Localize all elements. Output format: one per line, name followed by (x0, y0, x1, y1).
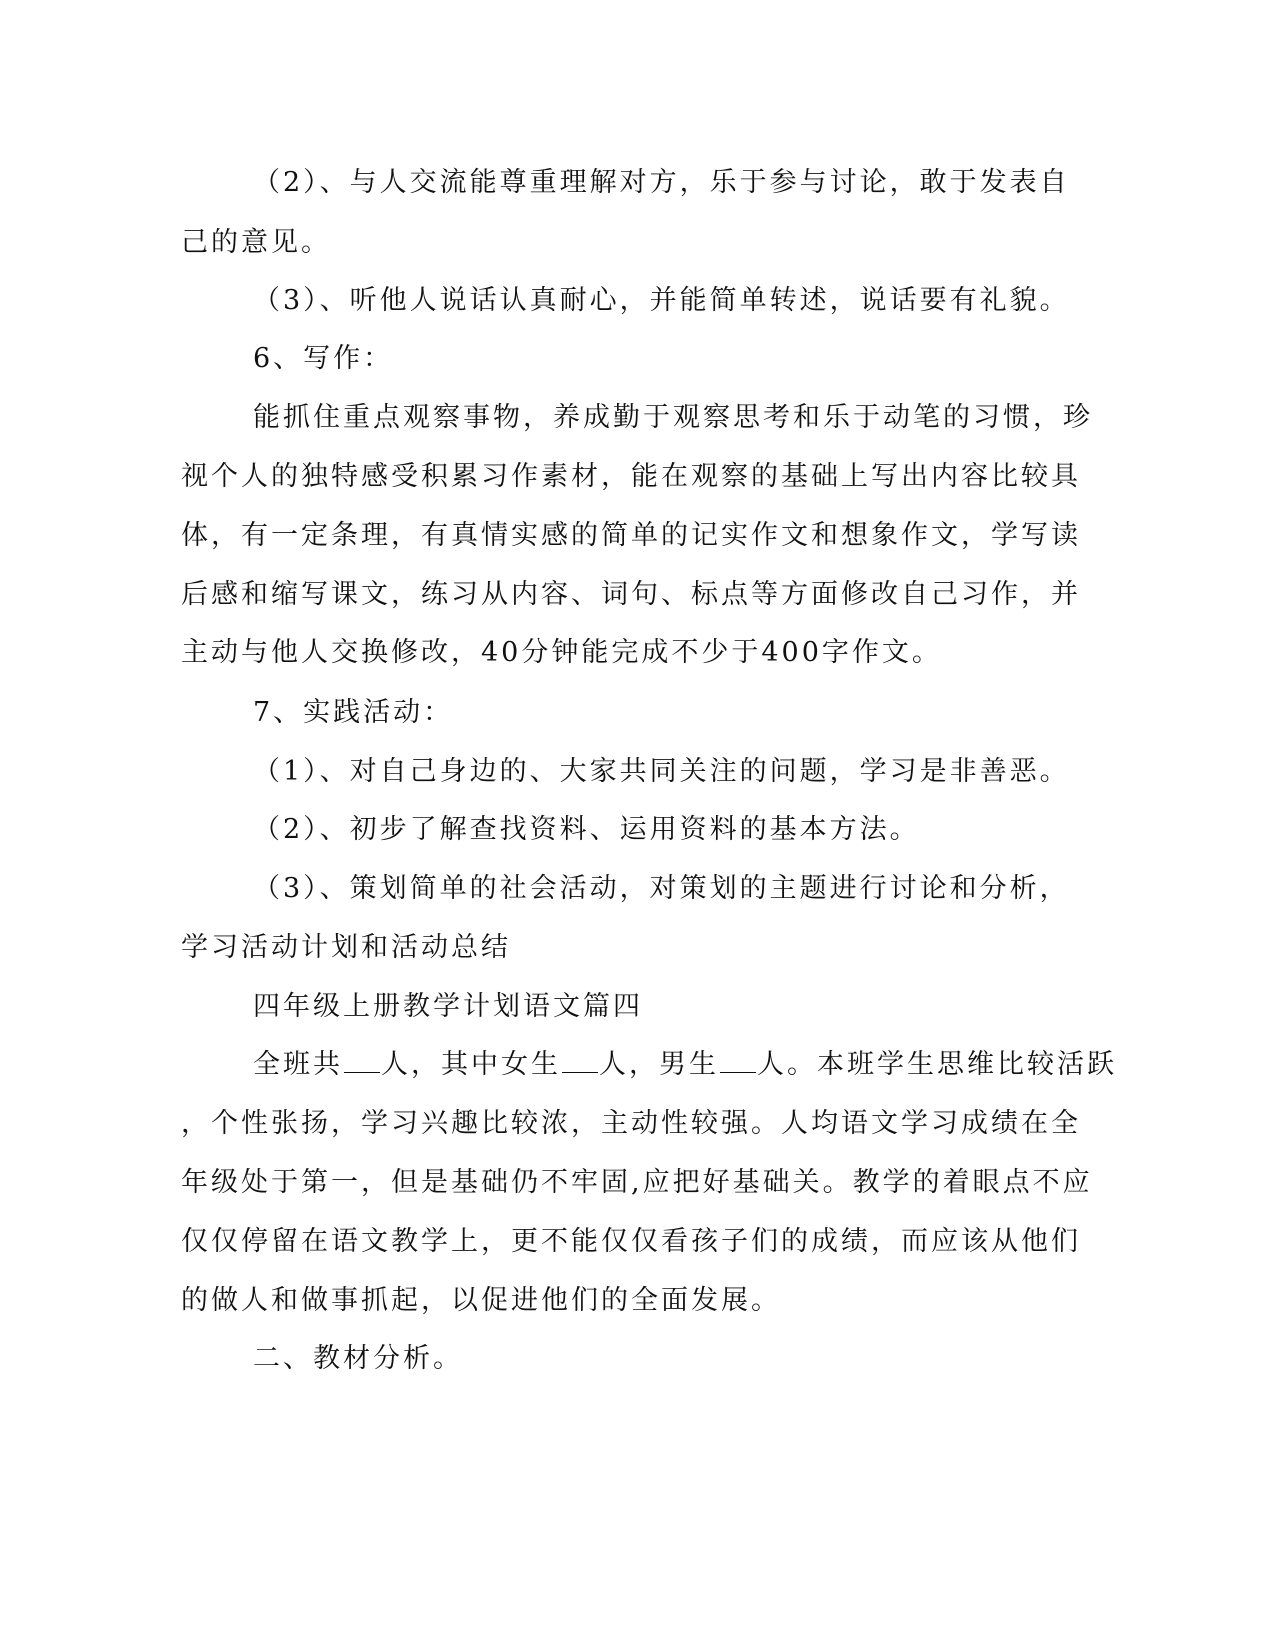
class-info-text: 人，男生 (599, 1049, 719, 1080)
text-line: 学习活动计划和活动总结 (181, 932, 511, 963)
section-heading: 二、教材分析。 (253, 1343, 463, 1374)
text-line: 后感和缩写课文，练习从内容、词句、标点等方面修改自己习作，并 (181, 579, 1081, 610)
class-info-text: 人。本班学生思维比较活跃 (757, 1049, 1117, 1080)
class-info-text: 全班共 (253, 1049, 343, 1080)
text-line: （2）、与人交流能尊重理解对方，乐于参与讨论，敢于发表自 (253, 167, 1070, 198)
text-line: ，个性张扬，学习兴趣比较浓，主动性较强。人均语文学习成绩在全 (181, 1108, 1081, 1139)
text-line: 主动与他人交换修改，40分钟能完成不少于400字作文。 (181, 637, 942, 668)
text-line: 年级处于第一，但是基础仍不牢固,应把好基础关。教学的着眼点不应 (181, 1167, 1093, 1198)
text-line: （2）、初步了解查找资料、运用资料的基本方法。 (253, 814, 920, 845)
section-heading: 6、写作： (253, 343, 394, 374)
blank-underline (344, 1050, 380, 1073)
text-line: 能抓住重点观察事物，养成勤于观察思考和乐于动笔的习惯，珍 (253, 402, 1093, 433)
text-line: 体，有一定条理，有真情实感的简单的记实作文和想象作文，学写读 (181, 520, 1081, 551)
text-line: 视个人的独特感受积累习作素材，能在观察的基础上写出内容比较具 (181, 461, 1081, 492)
text-line: （3）、听他人说话认真耐心，并能简单转述，说话要有礼貌。 (253, 285, 1070, 316)
text-line: 的做人和做事抓起，以促进他们的全面发展。 (181, 1285, 781, 1316)
blank-underline (720, 1050, 756, 1073)
article-title: 四年级上册教学计划语文篇四 (253, 991, 643, 1022)
text-line: （1）、对自己身边的、大家共同关注的问题，学习是非善恶。 (253, 756, 1070, 787)
text-line: 己的意见。 (181, 227, 331, 258)
text-line: 仅仅停留在语文教学上，更不能仅仅看孩子们的成绩，而应该从他们 (181, 1226, 1081, 1257)
text-line: （3）、策划简单的社会活动，对策划的主题进行讨论和分析， (253, 873, 1070, 904)
class-info-text: 人，其中女生 (381, 1049, 561, 1080)
section-heading: 7、实践活动： (253, 697, 454, 728)
blank-underline (562, 1050, 598, 1073)
class-info-line (253, 1048, 1117, 1082)
